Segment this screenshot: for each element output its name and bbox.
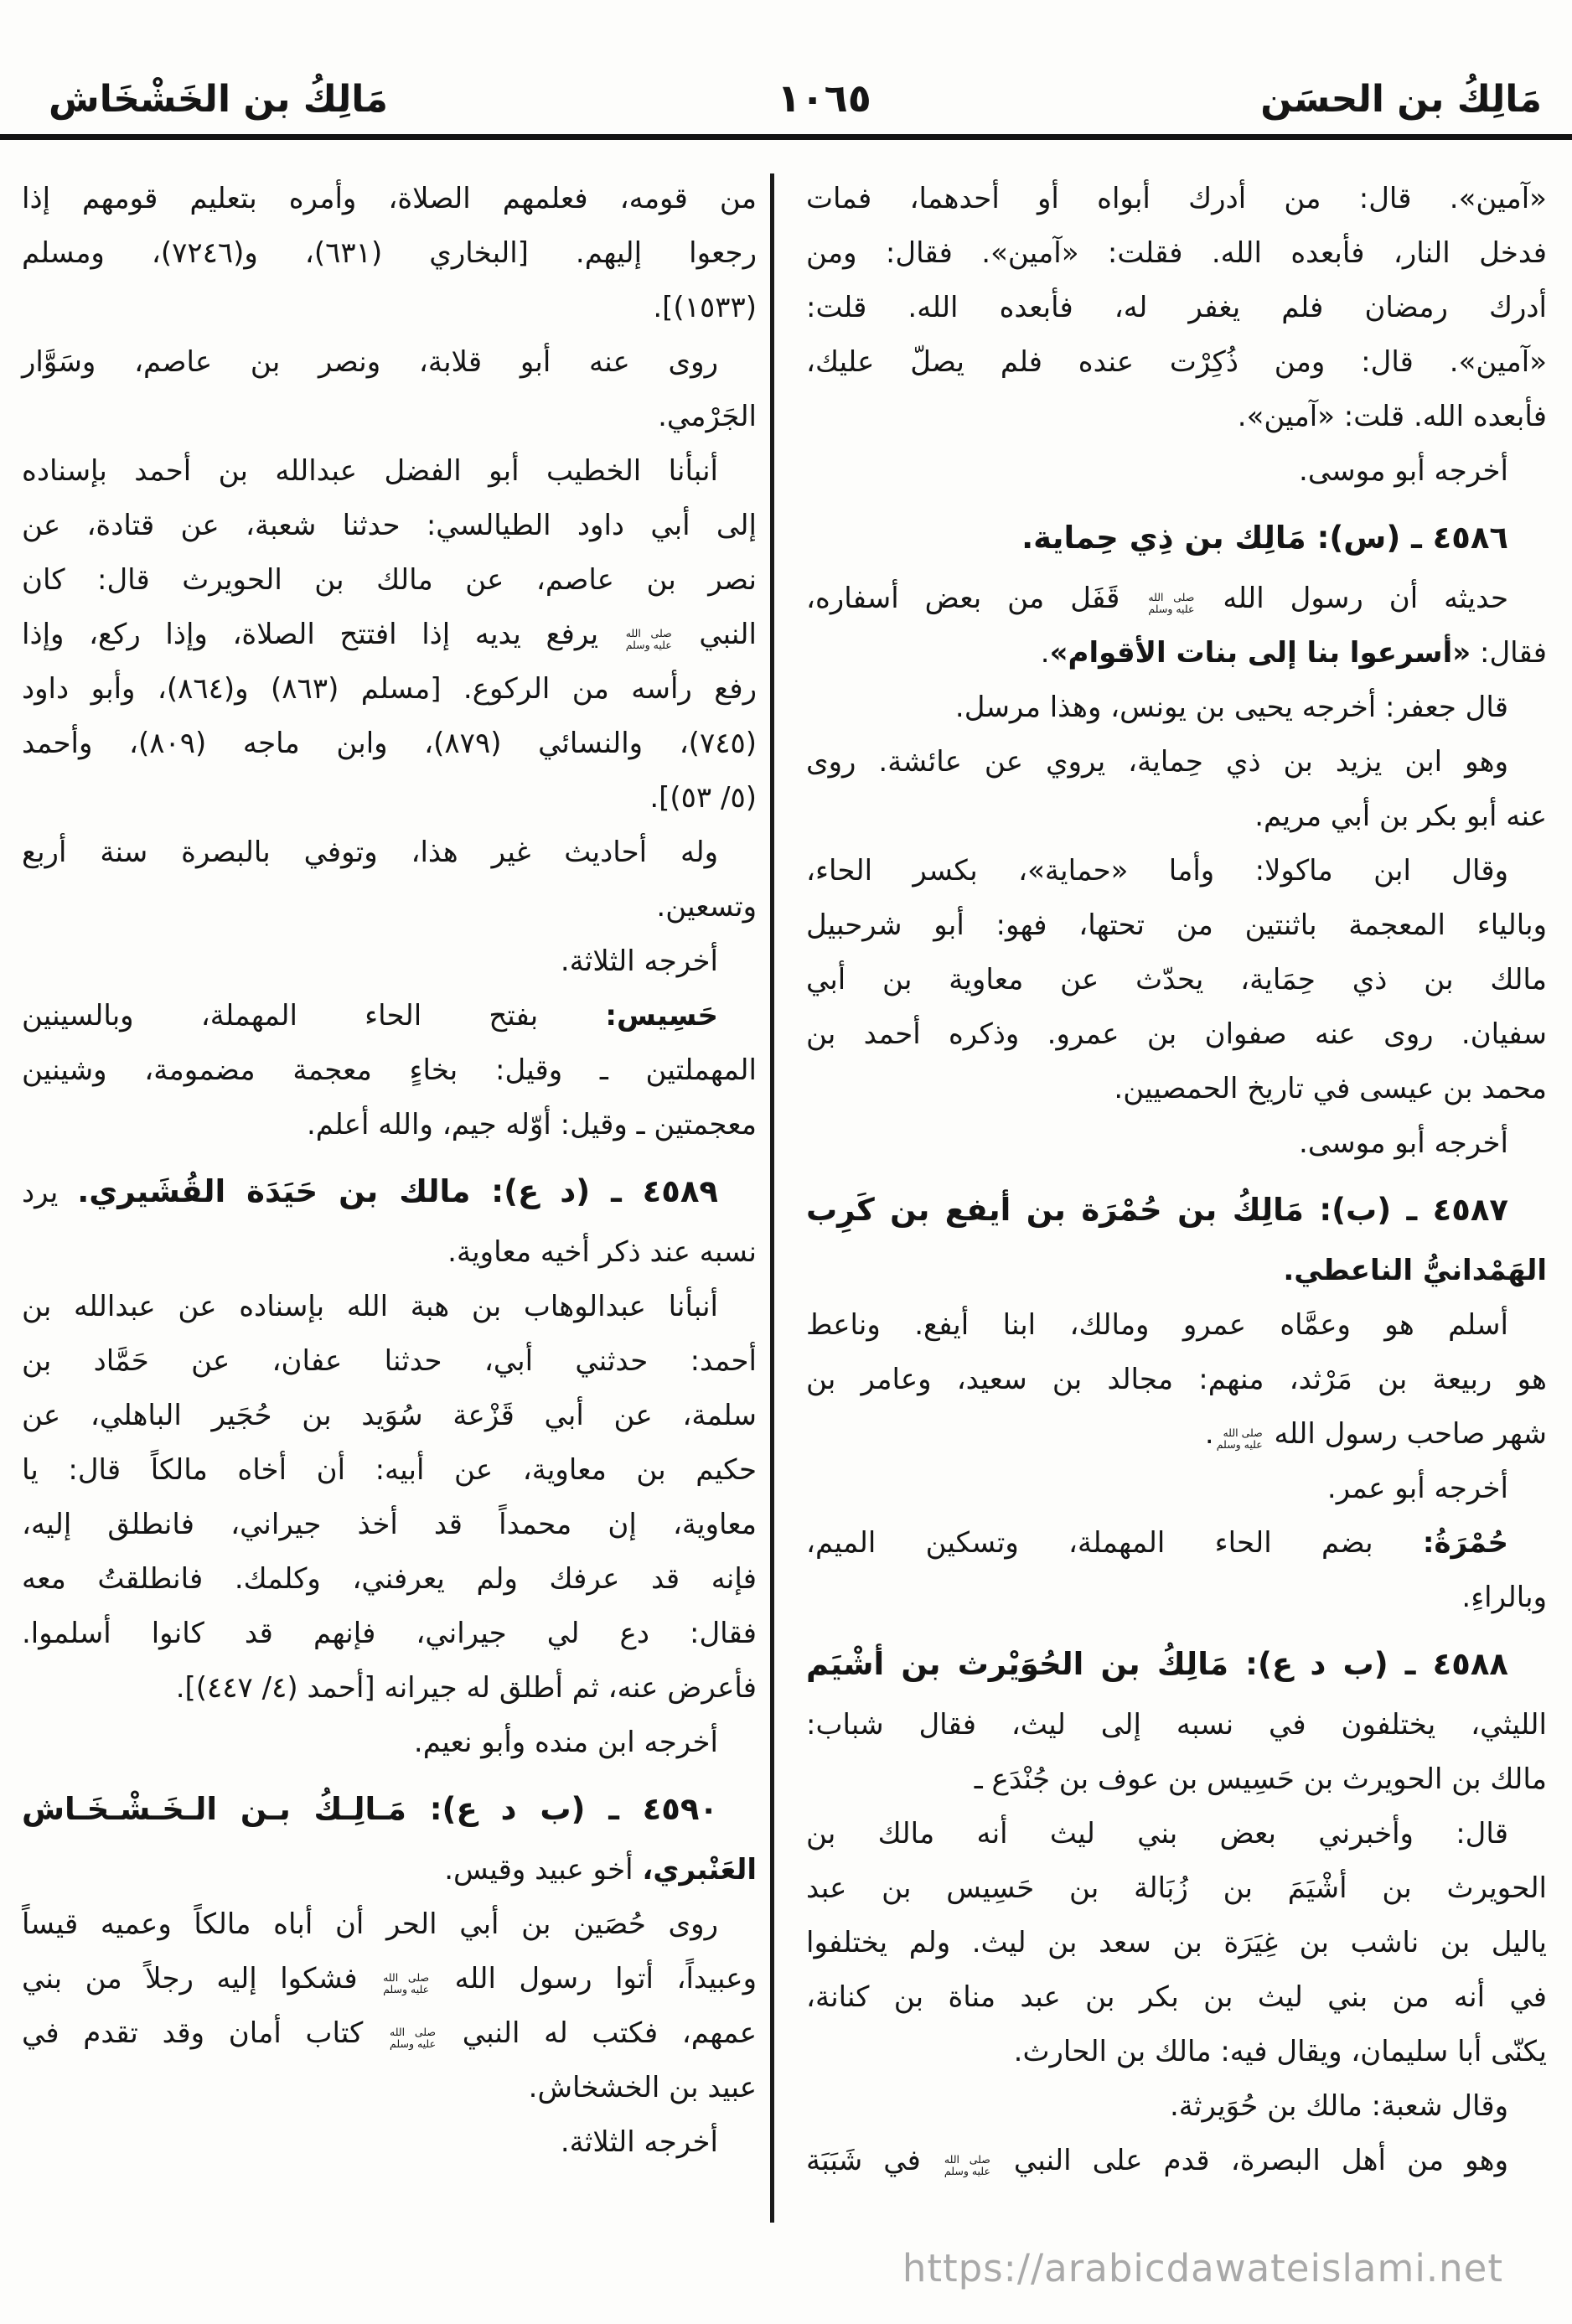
line-text: وهو ابن يزيد بن ذي حِماية، يروي عن عائشة. روى <box>806 745 1508 779</box>
line-text: وقال شعبة: مالك بن حُوَيرثة. <box>1169 2089 1508 2123</box>
text-line <box>22 717 757 771</box>
text-line <box>22 934 757 989</box>
text-line <box>22 1897 757 1952</box>
text-line <box>806 510 1547 567</box>
sallallahu-alayhi-wasallam-icon: صلى الله عليه وسلم <box>390 2026 437 2050</box>
text-line <box>22 1225 757 1280</box>
text-line <box>22 172 757 226</box>
line-text: بضم الحاء المهملة، وتسكين الميم، <box>806 1526 1423 1560</box>
text-line <box>22 499 757 553</box>
text-line <box>22 1280 757 1334</box>
page-number: ١٠٦٥ <box>777 75 871 121</box>
column-right <box>806 172 1547 2188</box>
text-line <box>806 844 1547 898</box>
text-line <box>806 1571 1547 1625</box>
line-text: روى عنه أبو قلابة، ونصر بن عاصم، وسَوَّار <box>22 345 718 379</box>
line-text: عنه أبو بكر بن أبي مريم. <box>1254 800 1547 833</box>
line-text: مالك بن ذي حِمَاية، يحدّث عن معاوية بن أبي <box>806 963 1547 996</box>
text-line <box>22 1498 757 1552</box>
line-text-bold: العَنْبري، <box>642 1853 757 1887</box>
line-text: أنبأنا الخطيب أبو الفضل عبدالله بن أحمد بإسناده <box>22 454 718 488</box>
line-text: «آمين». قال: من أدرك أبواه أو أحدهما، فمات <box>806 182 1547 215</box>
sallallahu-alayhi-wasallam-icon: صلى الله عليه وسلم <box>625 627 672 651</box>
line-text: يرد <box>22 1176 78 1209</box>
line-text: (١٥٣٣)]. <box>653 291 757 324</box>
line-text-bold: ٤٥٨٨ ـ (ب د ع): مَالِكُ بن الحُوَيْرث بن أشْيَم <box>806 1646 1508 1682</box>
sallallahu-alayhi-wasallam-icon: صلى الله عليه وسلم <box>944 2153 990 2177</box>
line-text: فأبعده الله. قلت: «آمين». <box>1237 400 1547 433</box>
line-text: بفتح الحاء المهملة، وبالسينين <box>22 999 606 1033</box>
line-text: وتسعين. <box>656 890 757 924</box>
text-line <box>806 953 1547 1007</box>
text-line <box>22 1043 757 1098</box>
text-line <box>806 1752 1547 1807</box>
text-line <box>806 1183 1547 1239</box>
text-line <box>806 1916 1547 1970</box>
line-text: الحويرث بن أشْيَمَ بن زُبَالة بن حَسِيس بن عبد <box>806 1871 1547 1905</box>
text-line <box>806 2079 1547 2134</box>
text-line <box>806 390 1547 444</box>
line-text: عمهم، فكتب له النبي صلى الله عليه وسلم كتاب أمان وقد تقدم في <box>22 2016 758 2050</box>
text-line <box>806 1861 1547 1916</box>
sallallahu-alayhi-wasallam-icon: صلى الله عليه وسلم <box>1148 591 1195 615</box>
text-line <box>22 1782 757 1838</box>
line-text: عبيد بن الخشخاش. <box>528 2071 757 2104</box>
header-rule <box>0 134 1572 140</box>
line-text: وقال ابن ماكولا: وأما «حماية»، بكسر الحاء، <box>806 854 1508 888</box>
text-line <box>806 172 1547 226</box>
text-line <box>806 1637 1547 1693</box>
line-text: أخرجه الثلاثة. <box>560 2125 718 2159</box>
line-text: معجمتين ـ وقيل: أوّله جيم، والله أعلم. <box>306 1108 757 1141</box>
text-line <box>806 1007 1547 1062</box>
line-text: ياليل بن ناشب بن غِيَرَة بن سعد بن ليث. ولم يختلفوا <box>806 1926 1547 1959</box>
text-line <box>22 2115 757 2170</box>
text-line <box>806 444 1547 499</box>
text-line <box>22 281 757 335</box>
line-text: يكنّى أبا سليمان، ويقال فيه: مالك بن الحارث. <box>1013 2035 1547 2068</box>
text-line <box>22 390 757 444</box>
text-line <box>22 2061 757 2115</box>
line-text-bold: ٤٥٨٩ ـ (د ع): مالك بن حَيَدَة القُشَيري. <box>77 1173 719 1209</box>
text-line <box>806 226 1547 281</box>
text-line <box>806 1116 1547 1171</box>
text-line <box>22 608 757 662</box>
text-line <box>22 1334 757 1389</box>
line-text: مالك بن الحويرث بن حَسِيس بن عوف بن جُنْدَع ـ <box>974 1762 1547 1796</box>
line-text: (٧٤٥)، والنسائي (٨٧٩)، وابن ماجه (٨٠٩)، وأحمد <box>22 727 757 760</box>
line-text: أنبأنا عبدالوهاب بن هبة الله بإسناده عن عبدالله بن <box>22 1290 718 1323</box>
line-text: فإنه قد عرفك ولم يعرفني، وكلمك. فانطلقتُ معه <box>22 1562 757 1596</box>
running-title-left: مَالِكُ بن الخَشْخَاش <box>49 78 389 121</box>
text-line <box>22 662 757 717</box>
text-line <box>22 2006 757 2061</box>
line-text: وعبيداً، أتوا رسول الله صلى الله عليه وسلم فشكوا إليه رجلاً من بني <box>22 1962 757 1995</box>
line-text: أخرجه أبو موسى. <box>1299 454 1508 488</box>
text-line <box>806 681 1547 735</box>
line-text-bold: ٤٥٩٠ ـ (ب د ع): مَـالِـكُ بـن الـخَـشْـخَـاش <box>22 1791 718 1827</box>
text-line <box>22 1843 757 1897</box>
text-line <box>22 1661 757 1716</box>
text-line <box>806 2134 1547 2188</box>
text-line <box>806 1807 1547 1861</box>
line-text: حكيم بن معاوية، عن أبيه: أن أخاه مالكاً قال: يا <box>22 1453 757 1487</box>
text-line <box>806 626 1547 681</box>
text-line <box>22 826 757 880</box>
text-line <box>806 2025 1547 2079</box>
text-line <box>22 1164 757 1220</box>
line-text-bold: ٤٥٨٦ ـ (س): مَالِك بن ذِي حِماية. <box>1021 520 1508 556</box>
page-header <box>0 0 1572 121</box>
line-text: أدرك رمضان فلم يغفر له، فأبعده الله. قلت: <box>806 291 1547 324</box>
text-line <box>806 572 1547 626</box>
text-line <box>806 1407 1547 1462</box>
text-line <box>22 1443 757 1498</box>
line-text: سفيان. روى عنه صفوان بن عمرو. وذكره أحمد بن <box>806 1017 1547 1051</box>
text-line <box>806 898 1547 953</box>
text-line <box>806 1298 1547 1353</box>
line-text: إلى أبي داود الطيالسي: حدثنا شعبة، عن قتادة، عن <box>22 509 757 542</box>
line-text: شهر صاحب رسول الله صلى الله عليه وسلم. <box>1204 1417 1547 1451</box>
line-text: وبالياء المعجمة باثنتين من تحتها، فهو: أبو شرحبيل <box>806 908 1547 942</box>
text-line <box>22 880 757 934</box>
sallallahu-alayhi-wasallam-icon: صلى الله عليه وسلم <box>1216 1426 1263 1451</box>
line-text: وهو من أهل البصرة، قدم على النبي صلى الله عليه وسلم في شَبَبَة <box>806 2144 1509 2177</box>
watermark-url: https://arabicdawateislami.net <box>902 2246 1503 2290</box>
line-text: أخو عبيد وقيس. <box>444 1853 643 1887</box>
text-line <box>806 1516 1547 1571</box>
text-line <box>22 1716 757 1770</box>
line-text: رجعوا إليهم. [البخاري (٦٣١)، و(٧٢٤٦)، ومسلم <box>22 236 757 270</box>
line-text: سلمة، عن أبي قَزْعة سُوَيد بن حُجَير الباهلي، عن <box>22 1399 757 1432</box>
line-text: هو ربيعة بن مَرْثد، منهم: مجالد بن سعيد، وعامر بن <box>806 1363 1547 1396</box>
text-line <box>22 553 757 608</box>
text-line <box>806 789 1547 844</box>
text-line <box>22 444 757 499</box>
column-left <box>22 172 757 2170</box>
line-text-bold: الهَمْدانيُّ الناعطي. <box>1283 1254 1547 1287</box>
line-text: فقال: <box>1471 636 1547 670</box>
line-text-bold: حُمْرَةُ: <box>1422 1526 1508 1560</box>
line-text: محمد بن عيسى في تاريخ الحمصيين. <box>1114 1072 1547 1105</box>
line-text: أخرجه أبو عمر. <box>1326 1472 1508 1505</box>
text-line <box>22 335 757 390</box>
line-text: قال جعفر: أخرجه يحيى بن يونس، وهذا مرسل. <box>954 691 1508 724</box>
line-text: أخرجه ابن منده وأبو نعيم. <box>413 1726 718 1759</box>
line-text: من قومه، فعلمهم الصلاة، وأمره بتعليم قومهم إذا <box>22 182 757 215</box>
text-line <box>806 1062 1547 1116</box>
text-line <box>806 1970 1547 2025</box>
line-text: أسلم هو وعمَّاه عمرو ومالك، ابنا أيفع. وناعط <box>806 1308 1508 1342</box>
line-text: «آمين». قال: ومن ذُكِرْت عنده فلم يصلّ عليك، <box>806 345 1547 379</box>
line-text: رفع رأسه من الركوع. [مسلم (٨٦٣) و(٨٦٤)، وأبو داود <box>22 672 757 706</box>
line-text: (٥/ ٥٣)]. <box>649 781 757 815</box>
line-text: المهملتين ـ وقيل: بخاءٍ معجمة مضمومة، وشينين <box>22 1053 757 1087</box>
text-line <box>22 226 757 281</box>
line-text: نصر بن عاصم، عن مالك بن الحويرث قال: كان <box>22 563 757 597</box>
line-text: الجَرْمي. <box>658 400 757 433</box>
text-line <box>806 1462 1547 1516</box>
text-line <box>22 771 757 826</box>
running-title-right: مَالِكُ بن الحسَن <box>1260 78 1542 121</box>
text-line <box>22 1552 757 1607</box>
line-text-bold: حَسِيس: <box>605 999 718 1033</box>
text-line <box>22 989 757 1043</box>
line-text: نسبه عند ذكر أخيه معاوية. <box>447 1235 757 1269</box>
text-line <box>22 1952 757 2006</box>
line-text: وله أحاديث غير هذا، وتوفي بالبصرة سنة أربع <box>22 836 718 869</box>
text-line <box>22 1607 757 1661</box>
column-divider <box>770 173 774 2223</box>
text-line <box>806 1698 1547 1752</box>
text-line <box>22 1389 757 1443</box>
line-text: وبالراءِ. <box>1461 1581 1547 1614</box>
text-line <box>22 1098 757 1152</box>
line-text: أخرجه الثلاثة. <box>560 945 718 978</box>
text-line <box>806 1353 1547 1407</box>
line-text: فقال: دع لي جيراني، فإنهم قد كانوا أسلموا. <box>22 1617 757 1650</box>
line-text: أخرجه أبو موسى. <box>1299 1126 1508 1160</box>
line-text: قال: وأخبرني بعض بني ليث أنه مالك بن <box>806 1817 1508 1850</box>
line-text: الليثي، يختلفون في نسبه إلى ليث، فقال شباب: <box>806 1708 1547 1742</box>
text-line <box>806 735 1547 789</box>
line-text: معاوية، إن محمداً قد أخذ جيراني، فانطلق إليه، <box>22 1508 757 1541</box>
line-text: حديثه أن رسول الله صلى الله عليه وسلم قَفَل من بعض أسفاره، <box>806 582 1508 615</box>
line-text: فأعرض عنه، ثم أطلق له جيرانه [أحمد (٤/ ٤٤٧)]. <box>175 1671 757 1705</box>
line-text: في أنه من بني ليث بن بكر بن عبد مناة بن كنانة، <box>806 1980 1547 2014</box>
text-columns <box>0 140 1572 2223</box>
line-text: . <box>1040 636 1050 670</box>
line-text: أحمد: حدثني أبي، حدثنا عفان، عن حَمَّاد بن <box>22 1344 757 1378</box>
sallallahu-alayhi-wasallam-icon: صلى الله عليه وسلم <box>383 1971 430 1995</box>
line-text: فدخل النار، فأبعده الله. فقلت: «آمين». فقال: ومن <box>806 236 1547 270</box>
line-text: روى حُصَين بن أبي الحر أن أباه مالكاً وعميه قيساً <box>22 1907 718 1941</box>
line-text-bold: «أسرعوا بنا إلى بنات الأقوام» <box>1049 636 1471 670</box>
text-line <box>806 335 1547 390</box>
line-text: النبي صلى الله عليه وسلم يرفع يديه إذا افتتح الصلاة، وإذا ركع، وإذا <box>22 618 757 651</box>
text-line <box>806 281 1547 335</box>
text-line <box>806 1244 1547 1298</box>
line-text-bold: ٤٥٨٧ ـ (ب): مَالِكُ بن حُمْرَة بن أيفع بن كَرِب <box>806 1192 1508 1228</box>
